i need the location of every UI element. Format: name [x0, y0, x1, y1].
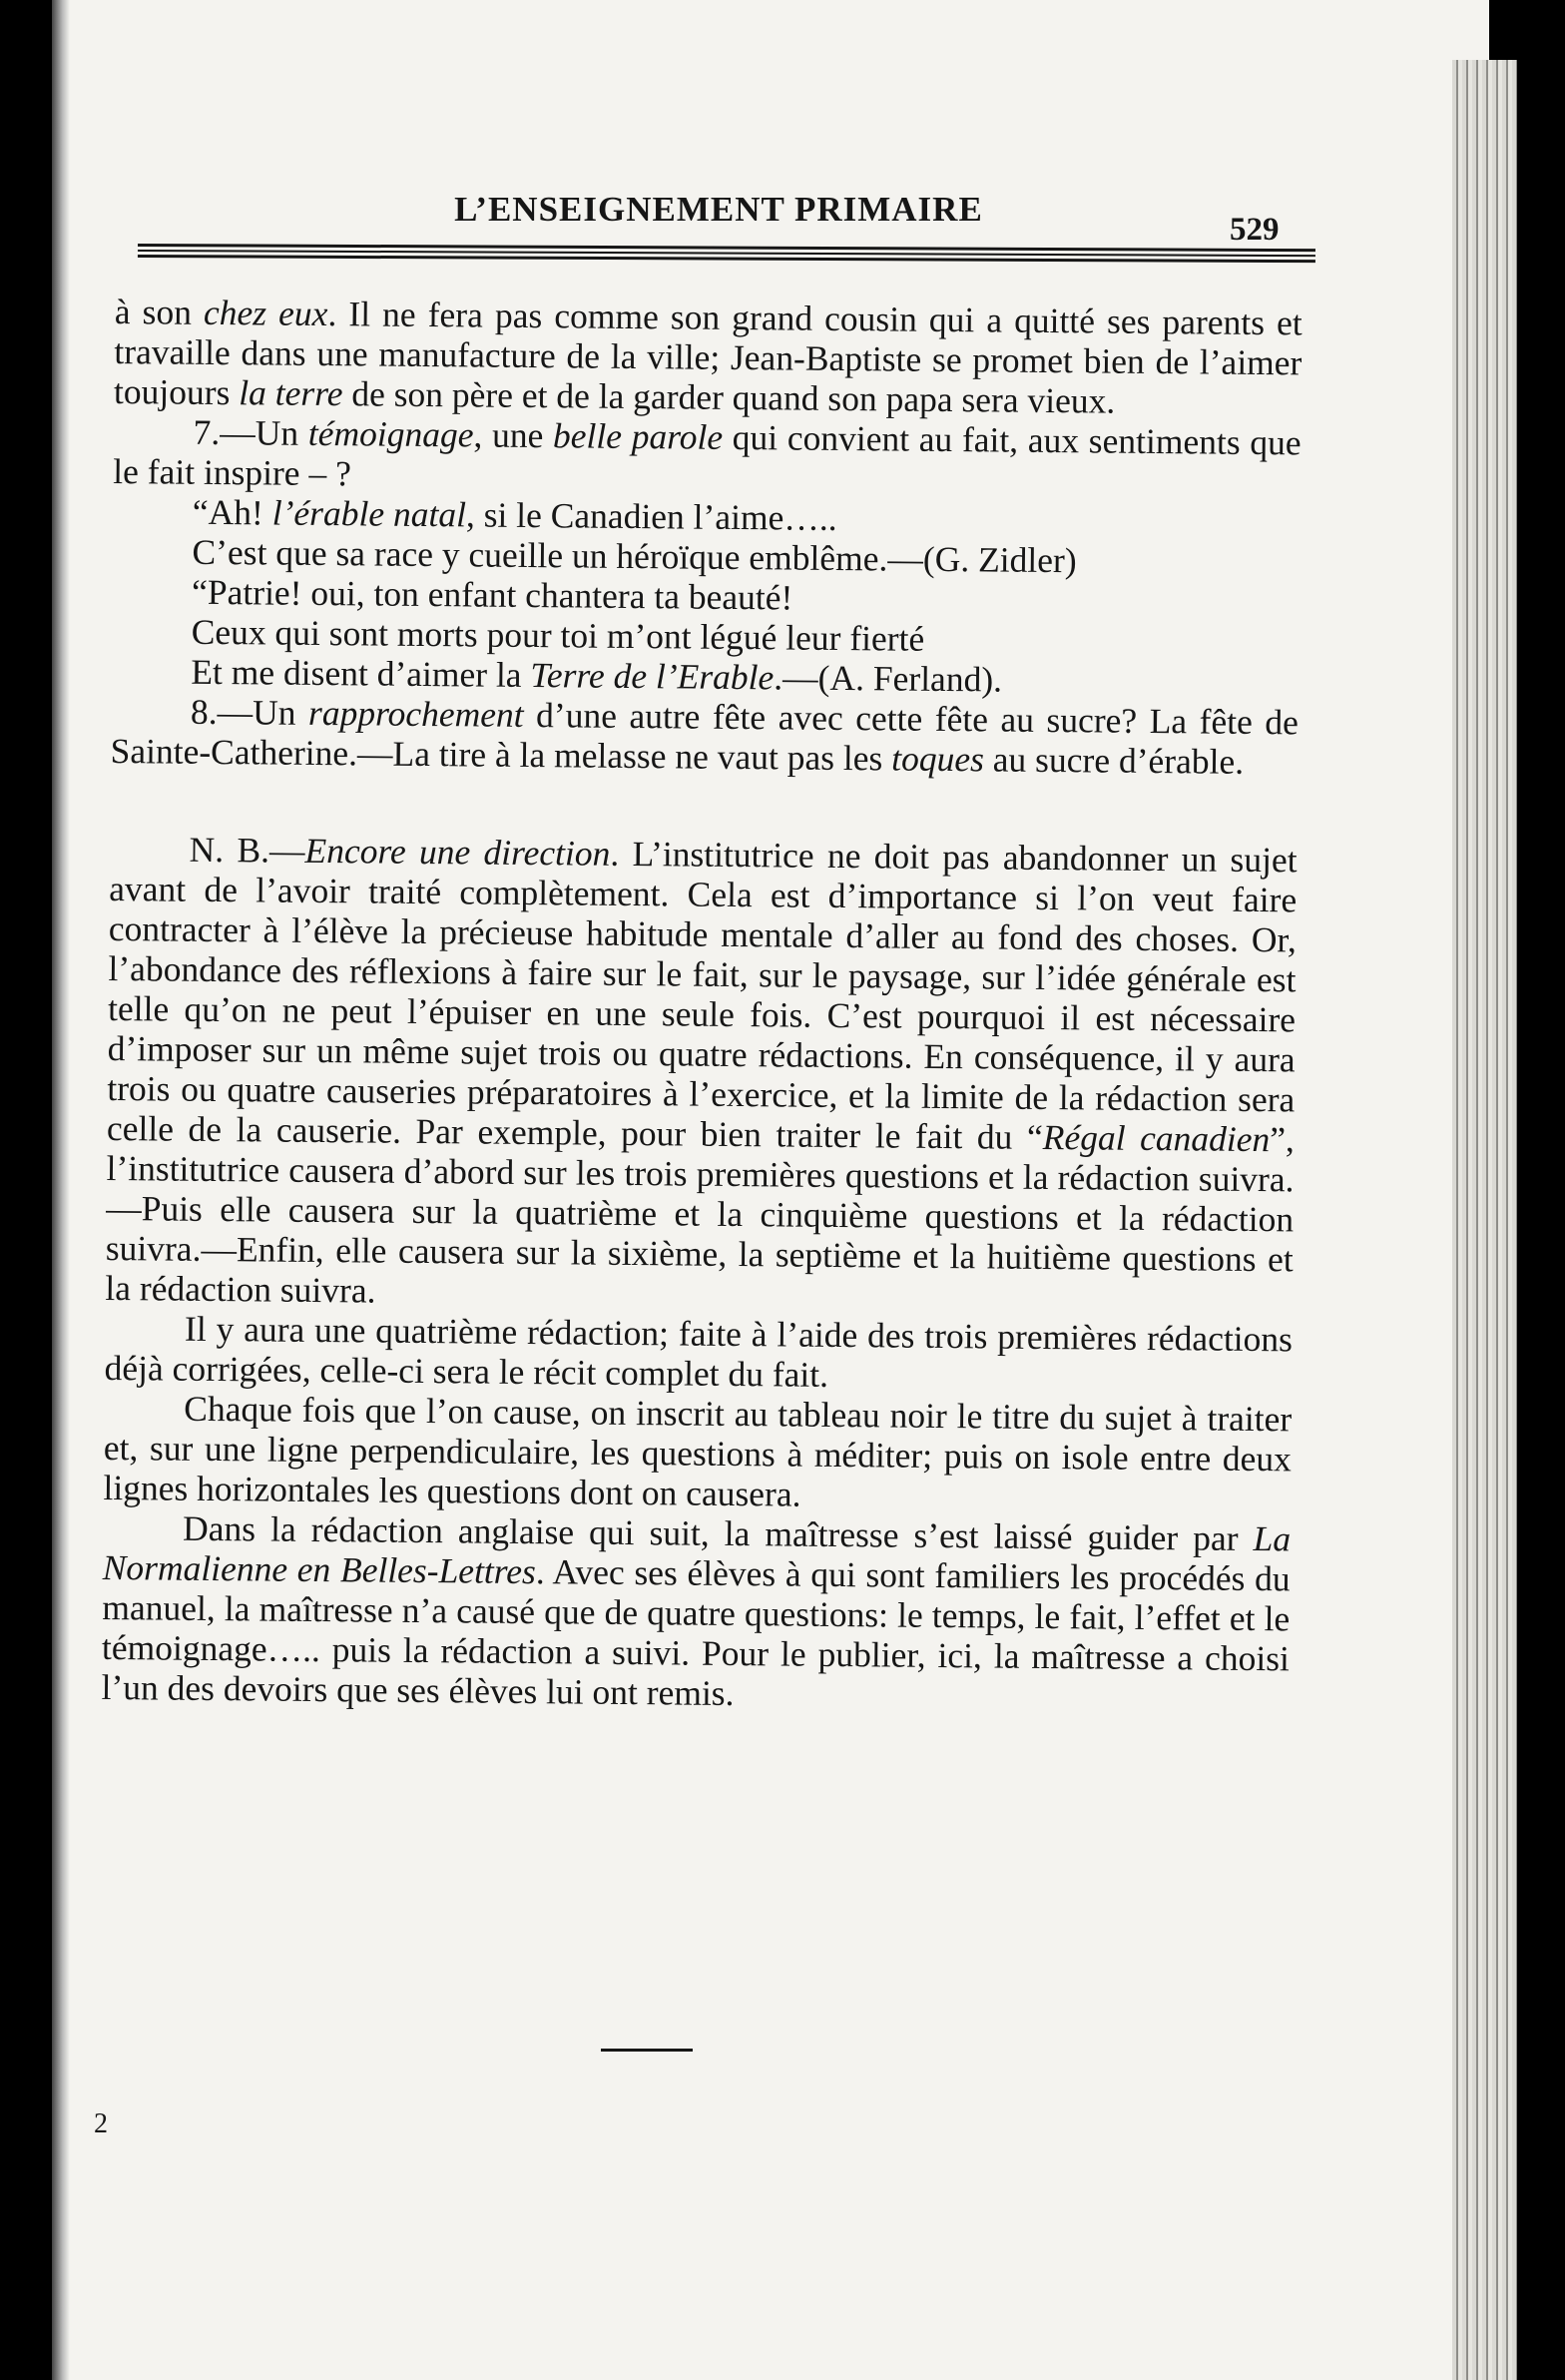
text-run: 7.—Un [193, 411, 309, 453]
text-run: . Il ne fera pas comme son grand cousin qui a quitté ses parents et travaille dans une manufacture de la ville; Jean-Baptiste se promet bien de l’aimer toujours [113, 294, 1303, 413]
text-run: ”, l’institutrice causera d’abord sur les trois premières questions et la rédaction suivra.—Puis elle causera sur la quatrième et la cinquième questions et la rédaction suivra.—Enfin, elle causera sur la sixième, la septième et la huitième questions et la rédaction suivra. [105, 1119, 1296, 1311]
page-number: 529 [1230, 212, 1280, 248]
text-run: au sucre d’érable. [983, 739, 1245, 782]
italic-text: Terre de l’Erable [530, 655, 775, 698]
text-run: Il y aura une quatrième rédaction; faite à l’aide des trois premières rédactions déjà corrigées, celle-ci sera le récit complet du fait. [104, 1308, 1294, 1395]
text-run: à son [114, 292, 205, 332]
italic-text: rapprochement [307, 692, 524, 735]
text-run: Dans la rédaction anglaise qui suit, la maîtresse s’est laissé guider par [182, 1507, 1254, 1559]
text-run: N. B.— [189, 829, 305, 871]
binding-shadow [52, 0, 70, 2380]
paragraph [103, 1388, 1292, 1518]
text-run: , une [473, 414, 554, 456]
text-run: , si le Canadien l’aime….. [465, 494, 837, 538]
paragraph [105, 829, 1298, 1319]
text-run: .—(A. Ferland). [774, 657, 1003, 700]
text-run: 8.—Un [190, 691, 309, 733]
italic-text: Régal canadien [1042, 1116, 1271, 1160]
text-run: C’est que sa race y cueille un héroïque emblême.—(G. Zidler) [192, 531, 1077, 581]
italic-text: l’érable natal [271, 492, 467, 535]
italic-text: La Normalienne en Belles-Lettres [102, 1518, 1292, 1592]
signature-mark: 2 [94, 2108, 108, 2139]
page-edges [1452, 60, 1517, 2380]
body-text [101, 292, 1303, 1718]
text-run: Chaque fois que l’on cause, on inscrit au tableau noir le titre du sujet à traiter et, sur une ligne perpendiculaire, les questions à méditer; puis on isole entre deux lignes horizontales les questions dont on causera. [103, 1388, 1293, 1514]
text-run: “Patrie! oui, ton enfant chantera ta beauté! [191, 571, 793, 618]
text-run: de son père et de la garder quand son papa sera vieux. [342, 373, 1116, 421]
text-run: Ceux qui sont morts pour toi m’ont légué leur fierté [191, 611, 925, 659]
text-run: Et me disent d’aimer la [191, 651, 531, 696]
paragraph [110, 691, 1299, 782]
paragraph [114, 292, 1303, 422]
italic-text: chez eux [203, 292, 328, 334]
italic-text: Encore une direction [304, 830, 611, 874]
paragraph [113, 411, 1302, 502]
italic-text: la terre [239, 372, 343, 414]
paragraph [101, 1507, 1291, 1718]
paragraph [104, 1308, 1293, 1399]
text-run: . L’institutrice ne doit pas abandonner un sujet avant de l’avoir traité complètement. Cela est d’importance si l’on veut faire contracter à l’élève la précieuse habitude mentale d’aller au fond des choses. Or, l’abondance des réflexions à faire sur le fait, sur le paysage, sur l’idée générale est telle qu’on ne peut l’épuiser en une seule fois. C’est pourquoi il est nécessaire d’imposer sur un même sujet trois ou quatre rédactions. En conséquence, il y aura trois ou quatre causeries préparatoires à l’exercice, et la limite de la rédaction sera celle de la causerie. Par exemple, pour bien traiter le fait du “ [106, 833, 1298, 1157]
text-run: “Ah! [192, 491, 272, 533]
italic-text: toques [891, 738, 985, 780]
italic-text: belle parole [552, 415, 724, 457]
text-run: d’une autre fête avec cette fête au sucre? La fête de Sainte-Catherine.—La tire à la melasse ne vaut pas les [110, 694, 1300, 779]
italic-text: témoignage [307, 412, 474, 455]
text-run: qui convient au fait, aux sentiments que le fait inspire – ? [113, 416, 1302, 494]
text-run: . Avec ses élèves à qui sont familiers les procédés du manuel, la maîtresse n’a causé que de quatre questions: le temps, le fait, l’effet et le témoignage….. puis la rédaction a suivi. Pour le publier, ici, la maîtresse a choisi l’un des devoirs que ses élèves lui ont remis. [101, 1551, 1291, 1714]
section-end-rule [601, 2049, 693, 2052]
running-head: L’ENSEIGNEMENT PRIMAIRE [454, 190, 983, 229]
